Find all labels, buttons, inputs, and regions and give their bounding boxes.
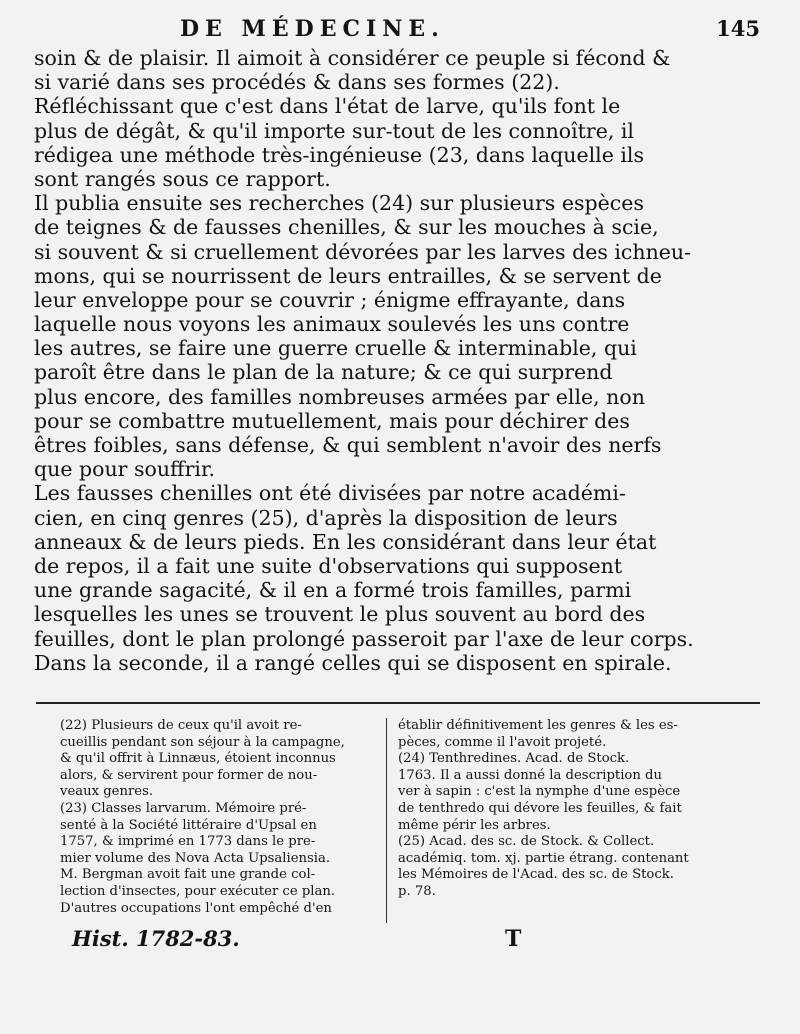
footnote-line: p. 78. xyxy=(398,883,436,899)
body-line: Réfléchissant que c'est dans l'état de larve, qu'ils font le xyxy=(34,94,621,119)
body-line: sont rangés sous ce rapport. xyxy=(34,166,331,191)
body-line: si varié dans ses procédés & dans ses formes (22). xyxy=(34,70,560,95)
body-line: feuilles, dont le plan prolongé passeroit par l'axe de leur corps. xyxy=(34,626,694,651)
body-line: êtres foibles, sans défense, & qui semblent n'avoir des nerfs xyxy=(34,433,662,457)
body-line: leur enveloppe pour se couvrir ; énigme effrayante, dans xyxy=(34,287,626,312)
footnote-line: (24) Tenthredines. Acad. de Stock. xyxy=(398,751,630,767)
footnote-line: mier volume des Nova Acta Upsaliensia. xyxy=(60,850,331,866)
running-title: DE MÉDECINE. xyxy=(180,16,445,42)
footnote-line: alors, & servirent pour former de nou- xyxy=(60,767,318,783)
footnote-line: 1757, & imprimé en 1773 dans le pre- xyxy=(60,834,316,850)
body-line: pour se combattre mutuellement, mais pour déchirer des xyxy=(34,408,630,433)
body-line: les autres, se faire une guerre cruelle & interminable, qui xyxy=(34,336,637,361)
footnote-line: de tenthredo qui dévore les feuilles, & fait xyxy=(398,800,682,816)
body-line: rédigea une méthode très-ingénieuse (23, dans laquelle ils xyxy=(34,142,645,167)
body-line: anneaux & de leurs pieds. En les considérant dans leur état xyxy=(34,529,657,554)
footnote-divider xyxy=(36,702,760,704)
body-text xyxy=(34,46,760,675)
footnote-line: & qu'il offrit à Linnæus, étoient inconnus xyxy=(60,751,336,767)
sheet-mark: T xyxy=(505,926,522,952)
body-line: plus de dégât, & qu'il importe sur-tout de les connoître, il xyxy=(34,118,634,143)
footnote-line: académiq. tom. xj. partie étrang. contenant xyxy=(398,850,689,866)
body-line: Les fausses chenilles ont été divisées par notre académi- xyxy=(34,481,626,506)
body-line: plus encore, des familles nombreuses armées par elle, non xyxy=(34,384,645,409)
footnotes-left-column xyxy=(60,718,380,917)
footnote-line: 1763. Il a aussi donné la description du xyxy=(398,767,662,783)
page-header xyxy=(40,16,760,50)
body-line: cien, en cinq genres (25), d'après la disposition de leurs xyxy=(34,505,618,530)
body-line: que pour souffrir. xyxy=(34,457,216,482)
footnotes xyxy=(60,718,760,928)
page-number: 145 xyxy=(716,16,760,41)
footnote-line: ver à sapin : c'est la nymphe d'une espèce xyxy=(398,784,681,800)
footnote-line: (22) Plusieurs de ceux qu'il avoit re- xyxy=(60,718,302,733)
footnotes-right-column xyxy=(398,718,718,901)
body-line: de teignes & de fausses chenilles, & sur les mouches à scie, xyxy=(34,215,659,240)
body-line: si souvent & si cruellement dévorées par les larves des ichneu- xyxy=(34,239,692,264)
signature-mark: Hist. 1782-83. xyxy=(72,926,240,951)
footnote-line: (23) Classes larvarum. Mémoire pré- xyxy=(60,800,307,816)
footnote-line: senté à la Société littéraire d'Upsal en xyxy=(60,817,317,833)
footnote-line: (25) Acad. des sc. de Stock. & Collect. xyxy=(398,834,655,850)
footnote-line: M. Bergman avoit fait une grande col- xyxy=(60,867,316,883)
body-line: paroît être dans le plan de la nature; & ce qui surprend xyxy=(34,360,613,385)
footnote-line: pèces, comme il l'avoit projeté. xyxy=(398,734,607,750)
body-line: laquelle nous voyons les animaux soulevés les uns contre xyxy=(34,312,630,337)
body-line: soin & de plaisir. Il aimoit à considérer ce peuple si fécond & xyxy=(34,46,671,70)
footnote-line: veaux genres. xyxy=(60,784,154,800)
footnote-line: établir définitivement les genres & les es- xyxy=(398,718,678,733)
body-line: une grande sagacité, & il en a formé trois familles, parmi xyxy=(34,578,632,603)
footnote-line: D'autres occupations l'ont empêché d'en xyxy=(60,900,332,916)
column-rule xyxy=(386,718,387,923)
body-line: Il publia ensuite ses recherches (24) sur plusieurs espèces xyxy=(34,191,644,216)
footnote-line: les Mémoires de l'Acad. des sc. de Stock. xyxy=(398,867,674,883)
body-line: mons, qui se nourrissent de leurs entrailles, & se servent de xyxy=(34,263,662,288)
body-line: Dans la seconde, il a rangé celles qui se disposent en spirale. xyxy=(34,650,672,675)
body-line: lesquelles les unes se trouvent le plus souvent au bord des xyxy=(34,602,646,627)
footnote-line: même périr les arbres. xyxy=(398,817,551,833)
footnote-line: cueillis pendant son séjour à la campagne, xyxy=(60,734,345,750)
body-line: de repos, il a fait une suite d'observations qui supposent xyxy=(34,553,623,578)
footnote-line: lection d'insectes, pour exécuter ce plan. xyxy=(60,883,336,899)
